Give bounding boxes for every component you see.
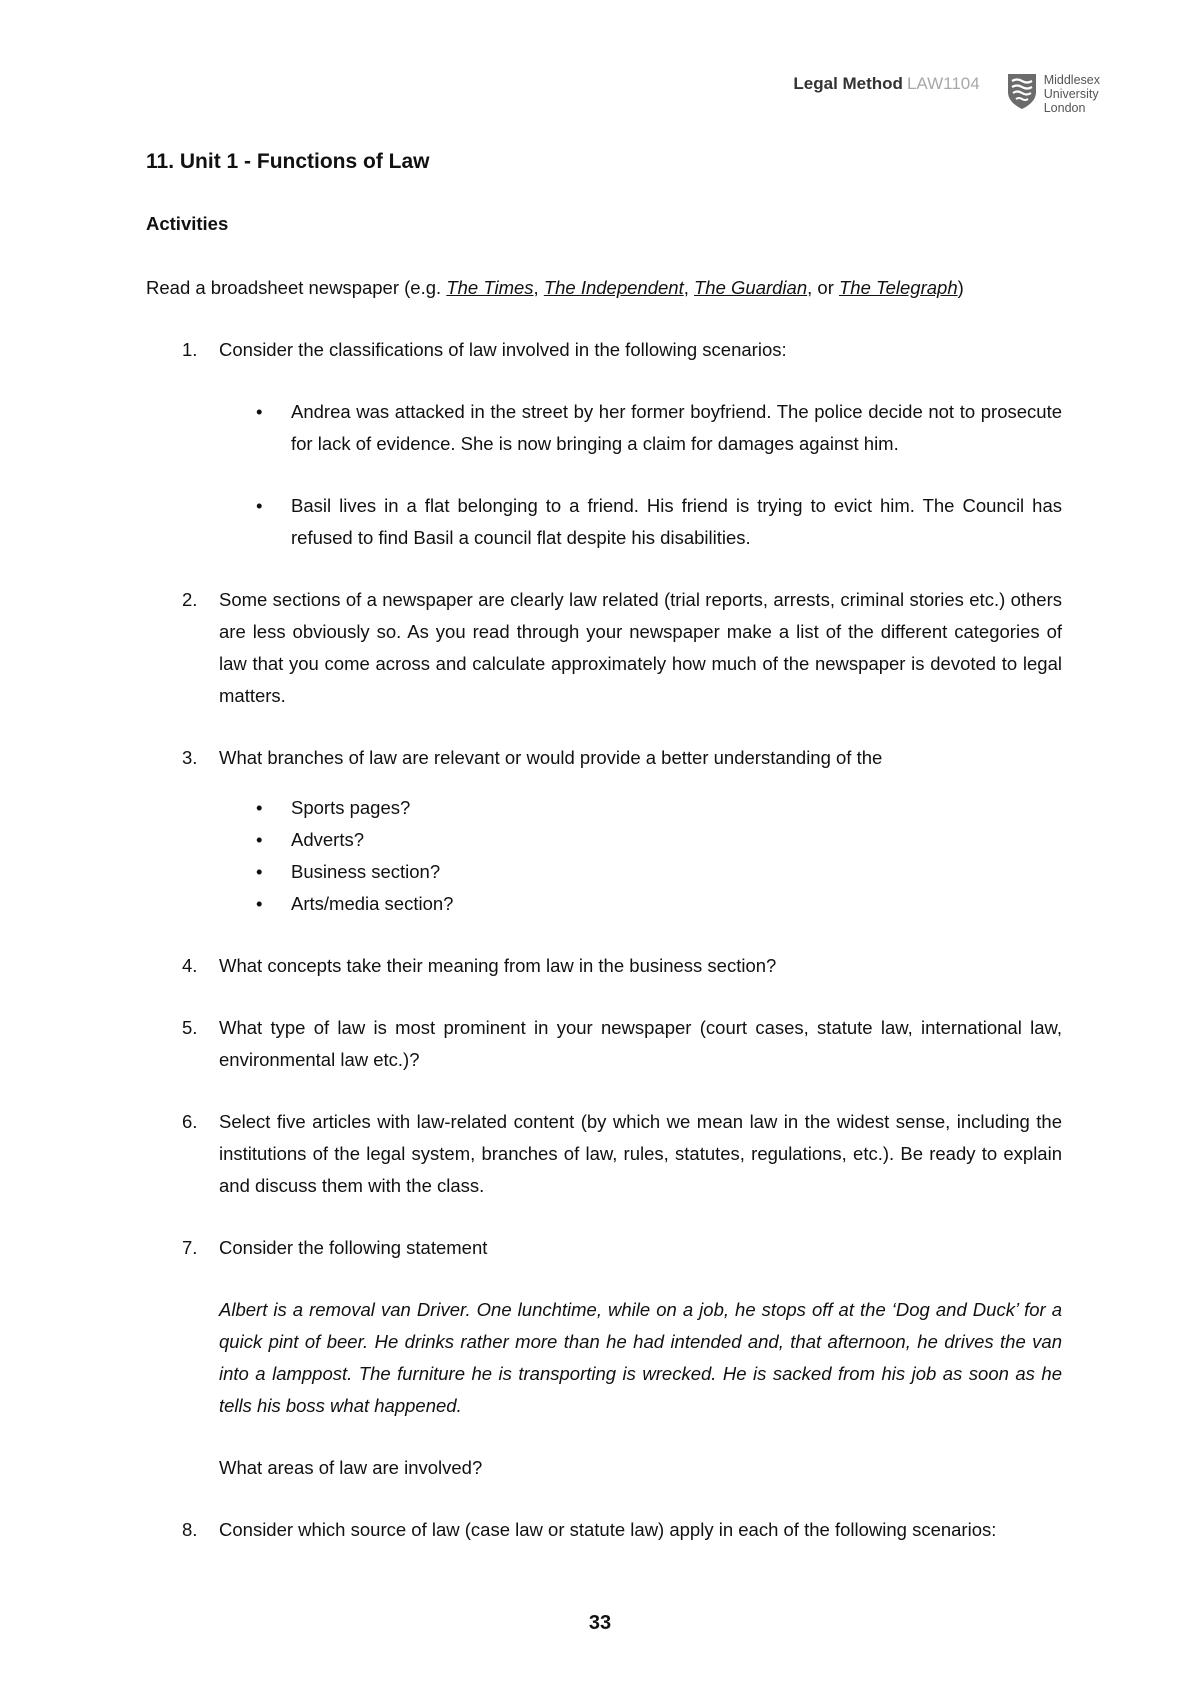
logo-text: Middlesex University London — [1043, 73, 1100, 115]
list-item: • Business section? — [256, 861, 441, 882]
scenario-list — [219, 396, 1062, 554]
course-label — [793, 74, 979, 94]
university-logo — [1006, 72, 1100, 115]
newspaper-independent: The Independent — [543, 277, 684, 298]
activity-item-4: 4. What concepts take their meaning from law in the business section? — [182, 955, 777, 976]
list-item: • Adverts? — [256, 829, 365, 850]
activity-item-2: 2. Some sections of a newspaper are clearly law related (trial reports, arrests, criminal stories etc.) others are less obviously so. As you read through your newspaper make a list of the different categories of law that you come across and calculate approximately how much of the newspaper is devoted to legal matters. — [182, 589, 1062, 706]
activity-item-7: 7. Consider the following statement Albert is a removal van Driver. One lunchtime, while on a job, he stops off at the ‘Dog and Duck’ for a quick pint of beer. He drinks rather more than he had intended and, that afternoon, he drives the van into a lamppost. The furniture he is transporting is wrecked. He is sacked from his job as soon as he tells his boss what happened. What areas of law are involved? — [146, 1232, 1062, 1484]
activity-item-5: 5. What type of law is most prominent in your newspaper (court cases, statute law, international law, environmental law etc.)? — [182, 1017, 1062, 1070]
course-code: LAW1104 — [906, 74, 980, 93]
scenario-quote: Albert is a removal van Driver. One lunchtime, while on a job, he stops off at the ‘Dog and Duck’ for a quick pint of beer. He drinks rather more than he had intended and, that afternoon, he drives the van into a lamppost. The furniture he is transporting is wrecked. He is sacked from his job as soon as he tells his boss what happened. — [219, 1299, 1062, 1416]
section-subtitle: Activities — [146, 213, 229, 234]
activity-list — [146, 334, 1062, 1546]
newspaper-telegraph: The Telegraph — [839, 277, 958, 298]
course-name: Legal Method — [793, 74, 903, 93]
shield-icon — [1006, 72, 1038, 110]
list-item: • Sports pages? — [256, 797, 411, 818]
page-number: 33 — [588, 1612, 612, 1634]
follow-up-question: What areas of law are involved? — [219, 1457, 483, 1478]
newspaper-guardian: The Guardian — [694, 277, 808, 298]
activity-item-3: 3. What branches of law are relevant or would provide a better understanding of the • Sports pages? • Adverts? • Business section? • Arts/media section? — [146, 742, 1062, 920]
main-content — [146, 148, 1062, 1546]
section-list — [219, 792, 1062, 920]
activity-item-1: 1. Consider the classifications of law involved in the following scenarios: • Andrea was attacked in the street by her former boyfriend. The police decide not to prosecute for lack of evidence. She is now bringing a claim for damages against him. • Basil lives in a flat belonging to a friend. His friend is trying to evict him. The Council has refused to find Basil a council flat despite his disabilities. — [146, 334, 1062, 554]
activity-item-8: 8. Consider which source of law (case law or statute law) apply in each of the following scenarios: — [182, 1519, 997, 1540]
list-item: • Arts/media section? — [256, 893, 454, 914]
page-header — [793, 72, 1100, 115]
list-item: • Andrea was attacked in the street by her former boyfriend. The police decide not to prosecute for lack of evidence. She is now bringing a claim for damages against him. — [256, 401, 1062, 454]
activity-item-6: 6. Select five articles with law-related content (by which we mean law in the widest sense, including the institutions of the legal system, branches of law, rules, statutes, regulations, etc.). Be ready to explain and discuss them with the class. — [182, 1111, 1062, 1196]
section-title: 11. Unit 1 - Functions of Law — [146, 150, 430, 173]
newspaper-times: The Times — [446, 277, 534, 298]
intro-paragraph: Read a broadsheet newspaper (e.g. The Times, The Independent, The Guardian, or The Telegraph) — [146, 277, 964, 298]
list-item: • Basil lives in a flat belonging to a friend. His friend is trying to evict him. The Council has refused to find Basil a council flat despite his disabilities. — [256, 495, 1062, 548]
